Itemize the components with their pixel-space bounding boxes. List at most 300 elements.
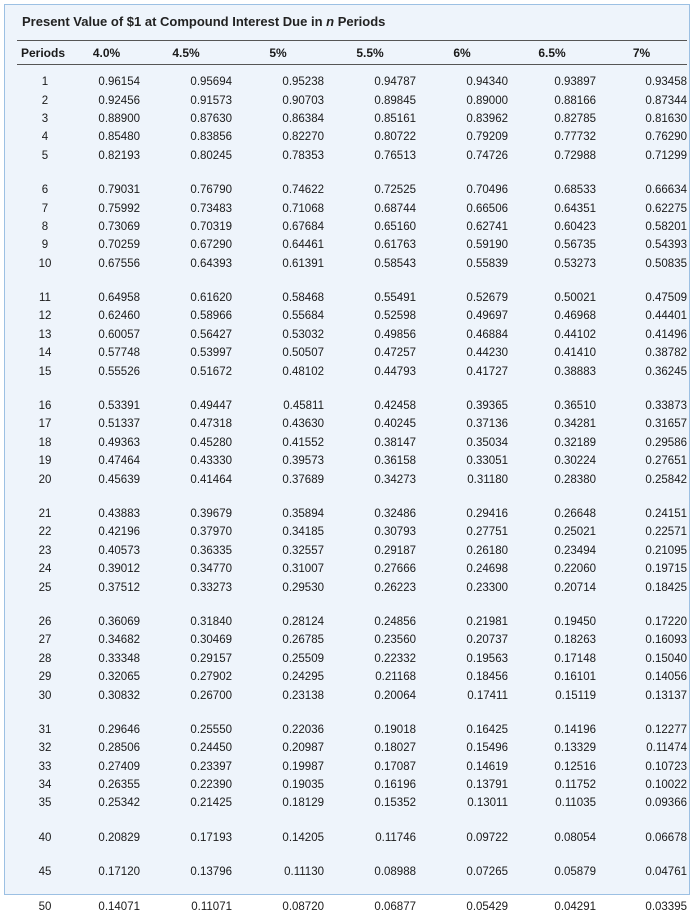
present-value-table [17,40,687,916]
table-row [17,91,687,109]
period-cell: 21 [38,508,52,520]
value-cell: 0.20829 [98,831,140,844]
value-cell: 0.43330 [190,455,232,468]
value-cell: 0.24295 [282,671,324,684]
value-cell: 0.76513 [374,149,416,162]
value-cell: 0.72525 [374,184,416,197]
value-cell: 0.33273 [190,581,232,594]
value-cell: 0.71299 [645,149,687,162]
value-cell: 0.25842 [645,473,687,486]
value-cell: 0.34682 [98,634,140,647]
value-cell: 0.22571 [645,526,687,539]
title-text-end: Periods [334,14,386,29]
value-cell: 0.45280 [190,436,232,449]
value-cell: 0.41496 [645,328,687,341]
value-cell: 0.82270 [282,131,324,144]
title-text-start: Present Value of $1 at Compound Interest Due in [22,14,327,29]
value-cell: 0.39573 [282,455,324,468]
period-cell: 5 [41,149,49,162]
value-cell: 0.23300 [466,581,508,594]
value-cell: 0.70259 [98,239,140,252]
value-cell: 0.56427 [190,328,232,341]
value-cell: 0.49697 [466,310,508,323]
period-cell: 2 [41,94,49,107]
value-cell: 0.21981 [466,615,508,628]
value-cell: 0.50835 [645,257,687,270]
value-cell: 0.26648 [554,508,596,520]
period-cell: 26 [38,615,52,628]
value-cell: 0.13796 [190,866,232,879]
period-cell: 27 [38,634,52,647]
table-row [17,452,687,470]
value-cell: 0.42458 [374,400,416,413]
value-cell: 0.39679 [190,508,232,520]
value-cell: 0.60057 [98,328,140,341]
value-cell: 0.39365 [466,400,508,413]
table-row [17,199,687,217]
value-cell: 0.07265 [466,866,508,879]
table-row [17,147,687,165]
value-cell: 0.52679 [466,292,508,305]
value-cell: 0.06877 [374,900,416,913]
value-cell: 0.83856 [190,131,232,144]
value-cell: 0.71068 [282,202,324,215]
value-cell: 0.68533 [554,184,596,197]
value-cell: 0.20064 [374,689,416,702]
period-cell: 45 [38,866,52,879]
value-cell: 0.36069 [98,615,140,628]
table-row [17,218,687,236]
value-cell: 0.55526 [98,365,140,378]
value-cell: 0.25021 [554,526,596,539]
spacer-cell [17,273,687,289]
period-cell: 8 [41,220,49,233]
value-cell: 0.23138 [282,689,324,702]
value-cell: 0.51337 [98,418,140,431]
group-spacer [17,705,687,721]
period-cell: 40 [38,831,52,844]
value-cell: 0.18027 [374,742,416,755]
value-cell: 0.23560 [374,634,416,647]
value-cell: 0.10022 [645,779,687,792]
table-row [17,523,687,541]
value-cell: 0.22332 [374,652,416,665]
table-row [17,110,687,128]
value-cell: 0.35894 [282,508,324,520]
value-cell: 0.06678 [645,831,687,844]
value-cell: 0.51672 [190,365,232,378]
value-cell: 0.05429 [466,900,508,913]
table-row [17,362,687,380]
value-cell: 0.33873 [645,400,687,413]
value-cell: 0.46884 [466,328,508,341]
table-row [17,739,687,757]
value-cell: 0.13011 [467,797,508,810]
value-cell: 0.37970 [190,526,232,539]
value-cell: 0.24151 [645,508,687,520]
value-cell: 0.93897 [554,76,596,89]
value-cell: 0.13137 [645,689,687,702]
value-cell: 0.12516 [554,760,596,773]
value-cell: 0.22390 [190,779,232,792]
value-cell: 0.41410 [554,347,596,360]
table-row [17,650,687,668]
period-cell: 19 [38,455,52,468]
value-cell: 0.58201 [645,220,687,233]
value-cell: 0.80722 [374,131,416,144]
value-cell: 0.30469 [190,634,232,647]
value-cell: 0.48102 [282,365,324,378]
value-cell: 0.29416 [466,508,508,520]
value-cell: 0.19035 [282,779,324,792]
value-cell: 0.19563 [466,652,508,665]
value-cell: 0.91573 [190,94,232,107]
value-cell: 0.31840 [190,615,232,628]
value-cell: 0.60423 [554,220,596,233]
value-cell: 0.11130 [284,866,324,879]
value-cell: 0.26355 [98,779,140,792]
value-cell: 0.16196 [374,779,416,792]
value-cell: 0.53273 [554,257,596,270]
table-row [17,397,687,415]
value-cell: 0.95694 [190,76,232,89]
table-row [17,560,687,578]
value-cell: 0.17120 [98,866,140,879]
value-cell: 0.13791 [466,779,508,792]
value-cell: 0.32486 [374,508,416,520]
value-cell: 0.14056 [645,671,687,684]
value-cell: 0.28124 [282,615,324,628]
value-cell: 0.24856 [374,615,416,628]
value-cell: 0.25550 [190,723,232,736]
header-rate: 6% [416,41,508,65]
period-cell: 17 [38,418,52,431]
value-cell: 0.67684 [282,220,324,233]
header-rate: 6.5% [508,41,596,65]
value-cell: 0.49447 [190,400,232,413]
group-spacer [17,273,687,289]
value-cell: 0.45639 [98,473,140,486]
value-cell: 0.61620 [190,292,232,305]
value-cell: 0.26223 [374,581,416,594]
value-cell: 0.18425 [645,581,687,594]
value-cell: 0.64461 [282,239,324,252]
period-cell: 1 [41,76,49,89]
table-row [17,128,687,146]
group-spacer [17,847,687,863]
value-cell: 0.81630 [645,112,687,125]
value-cell: 0.35034 [466,436,508,449]
value-cell: 0.64351 [554,202,596,215]
header-rate: 4.5% [140,41,232,65]
value-cell: 0.36245 [645,365,687,378]
value-cell: 0.17193 [190,831,232,844]
period-cell: 23 [38,544,52,557]
value-cell: 0.50021 [554,292,596,305]
value-cell: 0.73069 [98,220,140,233]
value-cell: 0.11071 [191,900,232,913]
value-cell: 0.37512 [98,581,140,594]
value-cell: 0.54393 [645,239,687,252]
value-cell: 0.49363 [98,436,140,449]
value-cell: 0.70319 [190,220,232,233]
value-cell: 0.44793 [374,365,416,378]
value-cell: 0.29157 [190,652,232,665]
value-cell: 0.17220 [645,615,687,628]
value-cell: 0.08720 [282,900,324,913]
table-row [17,415,687,433]
period-cell: 31 [38,723,52,736]
value-cell: 0.65160 [374,220,416,233]
value-cell: 0.47464 [98,455,140,468]
table-body [17,65,687,916]
table-row [17,613,687,631]
value-cell: 0.37689 [282,473,324,486]
value-cell: 0.64393 [190,257,232,270]
value-cell: 0.17411 [467,689,508,702]
table-row [17,307,687,325]
value-cell: 0.87344 [645,94,687,107]
value-cell: 0.29187 [374,544,416,557]
value-cell: 0.11752 [555,779,596,792]
value-cell: 0.43883 [98,508,140,520]
value-cell: 0.50507 [282,347,324,360]
value-cell: 0.24698 [466,563,508,576]
value-cell: 0.05879 [554,866,596,879]
table-row [17,721,687,739]
value-cell: 0.88900 [98,112,140,125]
value-cell: 0.04761 [645,866,687,879]
value-cell: 0.19018 [374,723,416,736]
value-cell: 0.20987 [282,742,324,755]
period-cell: 34 [38,779,52,792]
value-cell: 0.64958 [98,292,140,305]
period-cell: 14 [38,347,52,360]
value-cell: 0.55839 [466,257,508,270]
period-cell: 3 [41,112,49,125]
value-cell: 0.74622 [282,184,324,197]
value-cell: 0.73483 [190,202,232,215]
value-cell: 0.46968 [554,310,596,323]
value-cell: 0.18263 [554,634,596,647]
value-cell: 0.57748 [98,347,140,360]
period-cell: 33 [38,760,52,773]
value-cell: 0.40573 [98,544,140,557]
value-cell: 0.16101 [554,671,596,684]
table-row [17,505,687,523]
value-cell: 0.29586 [645,436,687,449]
value-cell: 0.58543 [374,257,416,270]
value-cell: 0.68744 [374,202,416,215]
value-cell: 0.29530 [282,581,324,594]
period-cell: 13 [38,328,52,341]
value-cell: 0.40245 [374,418,416,431]
value-cell: 0.37136 [466,418,508,431]
period-cell: 22 [38,526,52,539]
value-cell: 0.27902 [190,671,232,684]
value-cell: 0.15496 [466,742,508,755]
table-row [17,794,687,812]
value-cell: 0.83962 [466,112,508,125]
value-cell: 0.61763 [374,239,416,252]
period-cell: 10 [38,257,52,270]
period-cell: 28 [38,652,52,665]
value-cell: 0.95238 [282,76,324,89]
period-cell: 15 [38,365,52,378]
value-cell: 0.32557 [282,544,324,557]
value-cell: 0.09722 [466,831,508,844]
table-row [17,897,687,915]
value-cell: 0.15352 [374,797,416,810]
spacer-cell [17,813,687,829]
group-spacer [17,489,687,505]
value-cell: 0.38782 [645,347,687,360]
value-cell: 0.92456 [98,94,140,107]
value-cell: 0.22060 [554,563,596,576]
table-row [17,344,687,362]
value-cell: 0.80245 [190,149,232,162]
value-cell: 0.14619 [466,760,508,773]
value-cell: 0.45811 [283,400,324,413]
table-title [22,14,385,29]
value-cell: 0.18456 [466,671,508,684]
value-cell: 0.47257 [374,347,416,360]
value-cell: 0.29646 [98,723,140,736]
period-cell: 6 [41,184,49,197]
value-cell: 0.27751 [466,526,508,539]
value-cell: 0.30793 [374,526,416,539]
value-cell: 0.79031 [98,184,140,197]
value-cell: 0.62741 [466,220,508,233]
period-cell: 11 [39,292,51,305]
value-cell: 0.41727 [466,365,508,378]
value-cell: 0.34770 [190,563,232,576]
value-cell: 0.34281 [554,418,596,431]
spacer-cell [17,489,687,505]
value-cell: 0.39012 [98,563,140,576]
period-cell: 35 [38,797,52,810]
spacer-cell [17,381,687,397]
value-cell: 0.04291 [554,900,596,913]
value-cell: 0.78353 [282,149,324,162]
table-row [17,236,687,254]
value-cell: 0.26180 [466,544,508,557]
table-row [17,578,687,596]
value-cell: 0.52598 [374,310,416,323]
value-cell: 0.15119 [555,689,596,702]
value-cell: 0.18129 [282,797,324,810]
spacer-cell [17,881,687,897]
value-cell: 0.36335 [190,544,232,557]
value-cell: 0.24450 [190,742,232,755]
value-cell: 0.16093 [645,634,687,647]
value-cell: 0.56735 [554,239,596,252]
value-cell: 0.55491 [374,292,416,305]
value-cell: 0.53997 [190,347,232,360]
spacer-cell [17,847,687,863]
header-periods: Periods [17,41,73,65]
value-cell: 0.74726 [466,149,508,162]
value-cell: 0.22036 [282,723,324,736]
value-cell: 0.17087 [374,760,416,773]
value-cell: 0.53391 [98,400,140,413]
table-row [17,181,687,199]
header-rate: 7% [596,41,687,65]
value-cell: 0.12277 [645,723,687,736]
value-cell: 0.94787 [374,76,416,89]
value-cell: 0.67290 [190,239,232,252]
period-cell: 25 [38,581,52,594]
value-cell: 0.11746 [375,831,416,844]
value-cell: 0.25342 [98,797,140,810]
value-cell: 0.87630 [190,112,232,125]
value-cell: 0.16425 [466,723,508,736]
table-row [17,668,687,686]
period-cell: 29 [38,671,52,684]
value-cell: 0.53032 [282,328,324,341]
value-cell: 0.28506 [98,742,140,755]
value-cell: 0.14196 [554,723,596,736]
value-cell: 0.62460 [98,310,140,323]
value-cell: 0.32065 [98,671,140,684]
table-row [17,863,687,881]
value-cell: 0.70496 [466,184,508,197]
header-rate: 5.5% [324,41,416,65]
group-spacer [17,813,687,829]
table-row [17,631,687,649]
period-cell: 16 [38,400,52,413]
value-cell: 0.38147 [374,436,416,449]
value-cell: 0.19987 [282,760,324,773]
header-rate: 5% [232,41,324,65]
value-cell: 0.19715 [645,563,687,576]
value-cell: 0.33051 [466,455,508,468]
value-cell: 0.82785 [554,112,596,125]
value-cell: 0.76290 [645,131,687,144]
value-cell: 0.44230 [466,347,508,360]
value-cell: 0.49856 [374,328,416,341]
value-cell: 0.19450 [554,615,596,628]
value-cell: 0.08988 [374,866,416,879]
value-cell: 0.23494 [554,544,596,557]
spacer-cell [17,597,687,613]
value-cell: 0.17148 [554,652,596,665]
period-cell: 12 [38,310,52,323]
value-cell: 0.67556 [98,257,140,270]
spacer-cell [17,165,687,181]
value-cell: 0.26700 [190,689,232,702]
value-cell: 0.41464 [190,473,232,486]
value-cell: 0.34185 [282,526,324,539]
group-spacer [17,165,687,181]
value-cell: 0.62275 [645,202,687,215]
value-cell: 0.85161 [374,112,416,125]
period-cell: 32 [38,742,52,755]
value-cell: 0.36510 [554,400,596,413]
value-cell: 0.86384 [282,112,324,125]
period-cell: 20 [38,473,52,486]
value-cell: 0.75992 [98,202,140,215]
value-cell: 0.90703 [282,94,324,107]
value-cell: 0.66634 [645,184,687,197]
value-cell: 0.77732 [554,131,596,144]
value-cell: 0.44102 [554,328,596,341]
value-cell: 0.20714 [554,581,596,594]
period-cell: 18 [38,436,52,449]
table-row [17,255,687,273]
value-cell: 0.21095 [645,544,687,557]
title-variable-n: n [326,14,335,29]
